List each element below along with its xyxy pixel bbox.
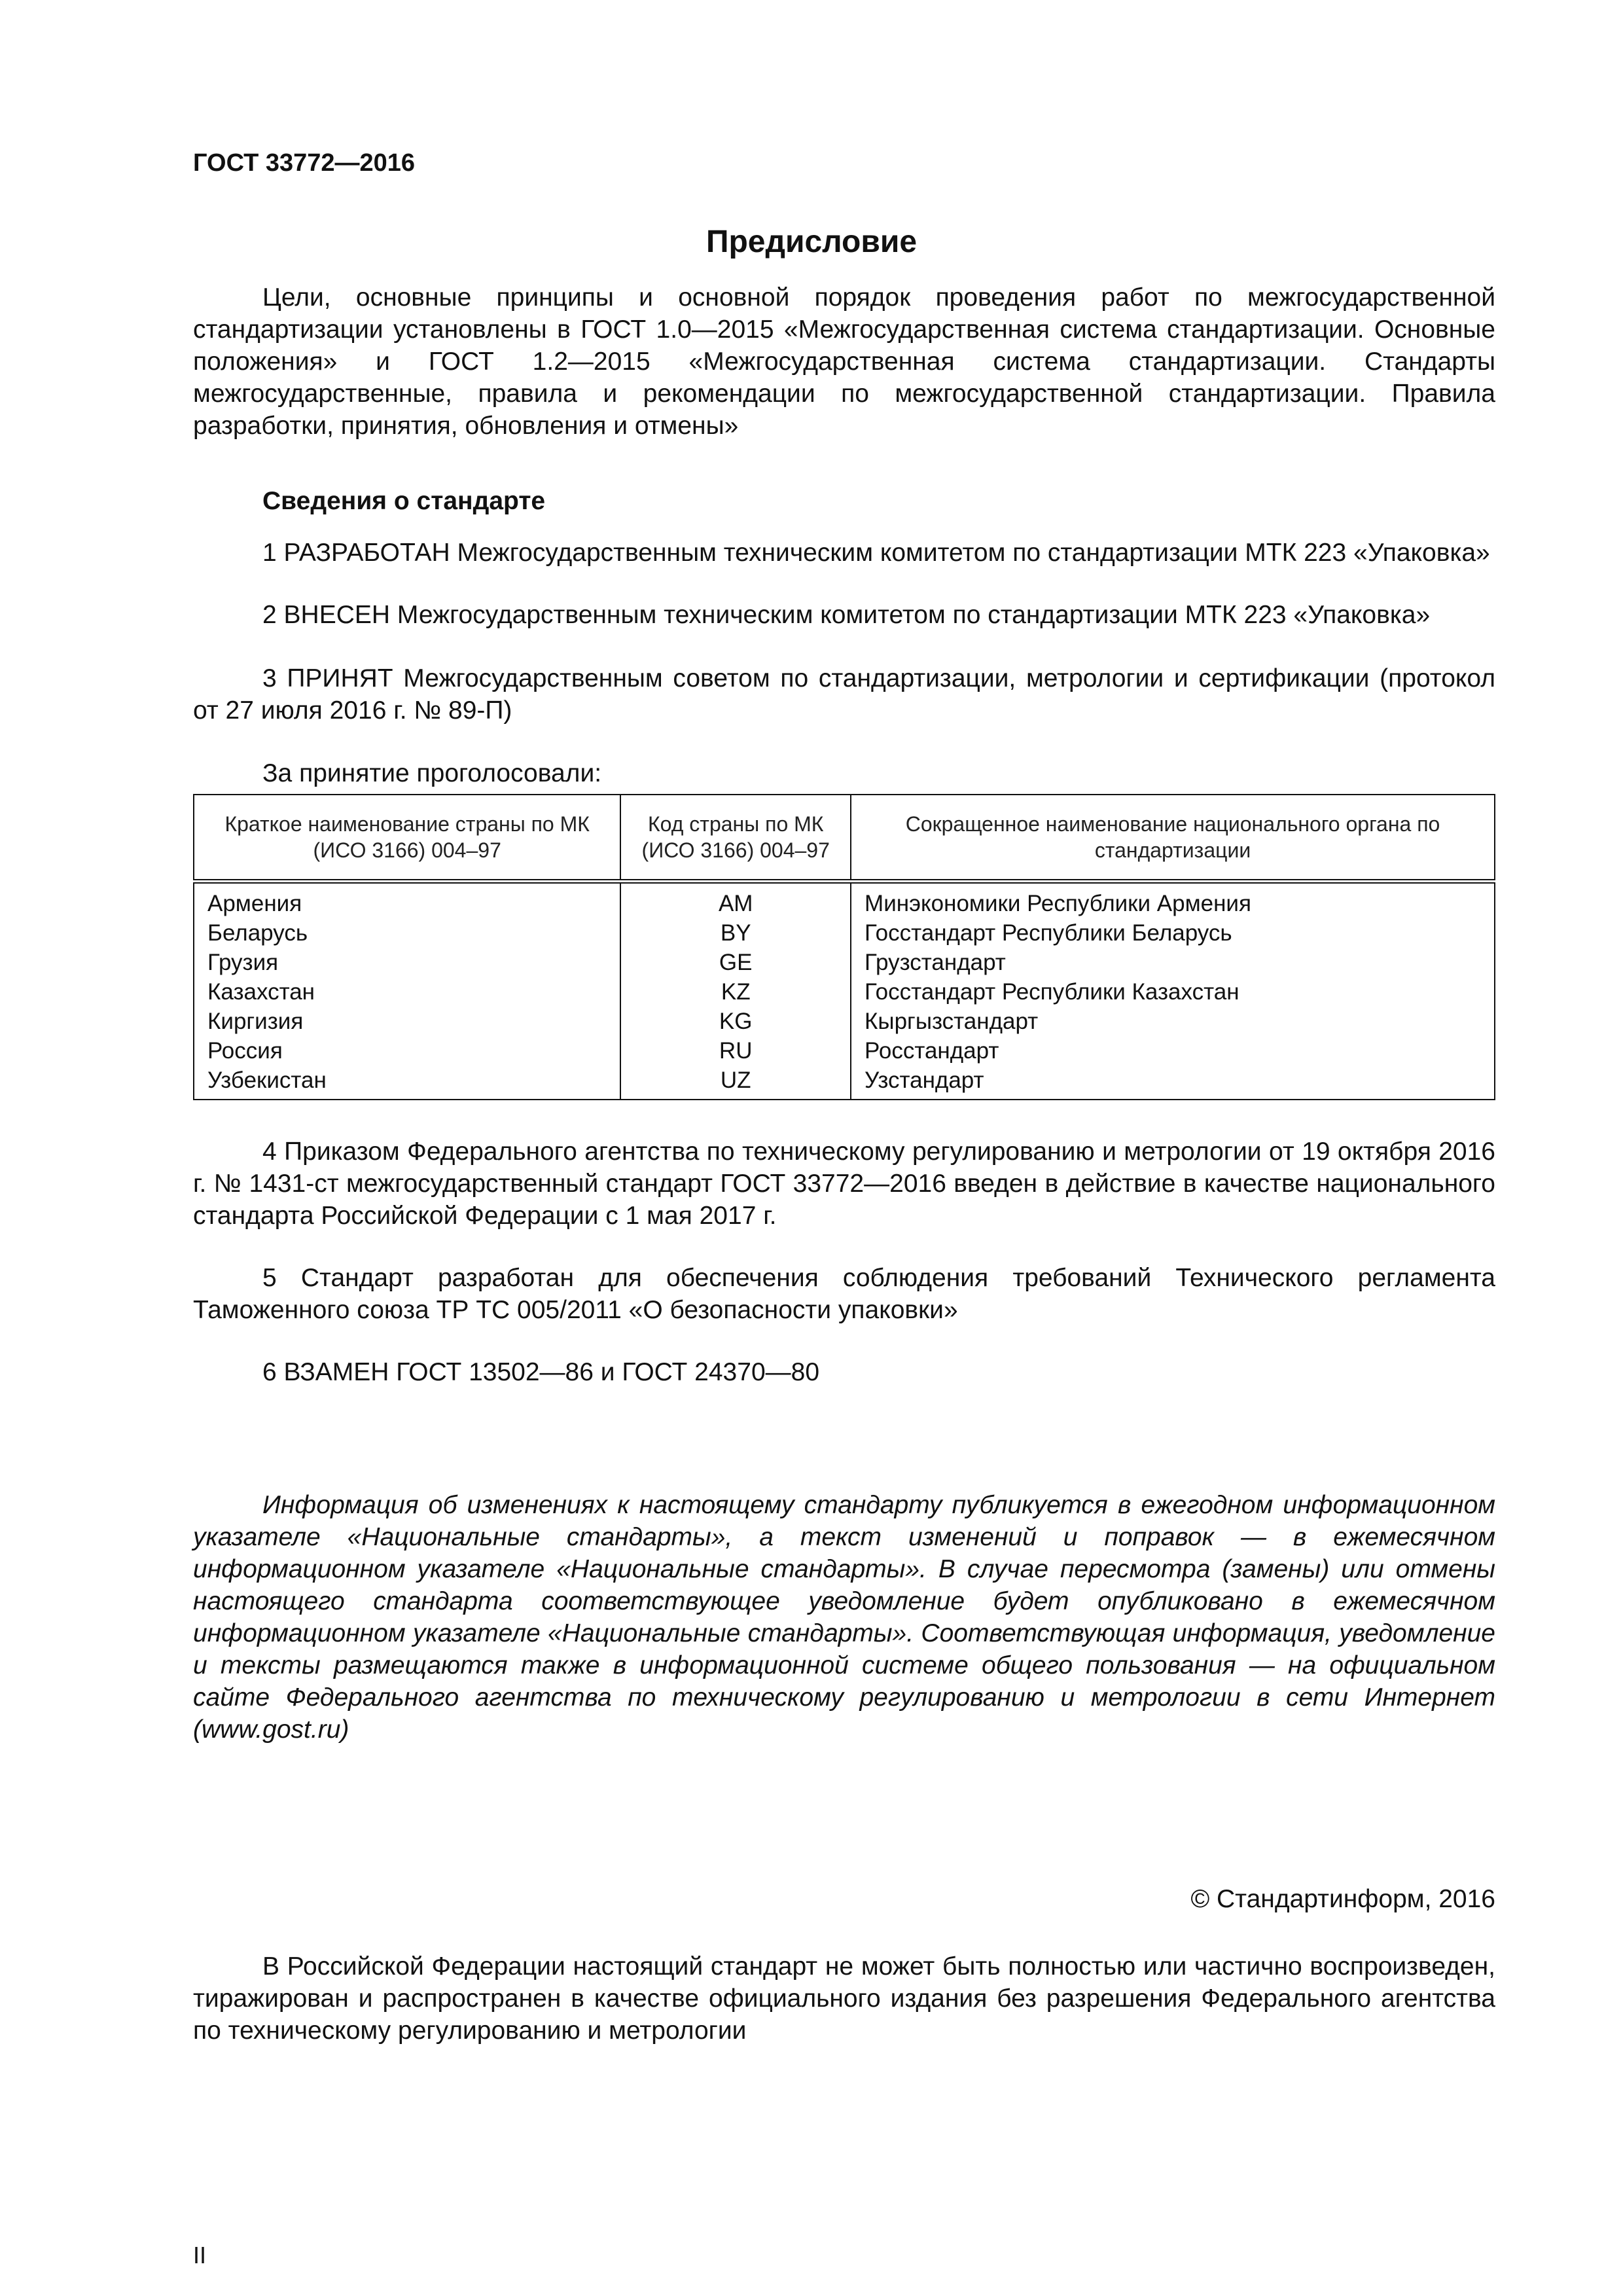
country-name: Беларусь xyxy=(207,920,308,946)
item-4: 4 Приказом Федерального агентства по техническому регулированию и метрологии от 19 октября 2016 г. № 1431-ст межгосударственный стандарт ГОСТ 33772—2016 введен в действие в качестве национального стандарта Российской Федерации с 1 мая 2017 г. xyxy=(193,1138,1495,1230)
col-header-code: Код страны по МК (ИСО 3166) 004–97 xyxy=(620,795,851,882)
page-title: Предисловие xyxy=(705,224,918,259)
authority-name: Узстандарт xyxy=(851,1066,1495,1100)
table-row xyxy=(194,977,1495,1007)
country-name: Узбекистан xyxy=(207,1067,327,1093)
col-header-country: Краткое наименование страны по МК (ИСО 3166) 004–97 xyxy=(194,795,620,882)
authority-name: Минэкономики Республики Армения xyxy=(851,882,1495,919)
country-name: Грузия xyxy=(207,950,279,975)
authority-name: Росстандарт xyxy=(851,1036,1495,1066)
document-code: ГОСТ 33772—2016 xyxy=(193,149,416,177)
country-code: BY xyxy=(620,918,851,948)
item-6: 6 ВЗАМЕН ГОСТ 13502—86 и ГОСТ 24370—80 xyxy=(262,1358,820,1386)
authority-name: Госстандарт Республики Беларусь xyxy=(851,918,1495,948)
col-header-authority: Сокращенное наименование национального органа по стандартизации xyxy=(851,795,1495,882)
country-name: Киргизия xyxy=(207,1009,304,1034)
table-header-row xyxy=(194,795,1495,882)
rights-notice: В Российской Федерации настоящий стандарт не может быть полностью или частично воспроизведен, тиражирован и распространен в качестве официального издания без разрешения Федерального агентства по техническому регулированию и метрологии xyxy=(193,1952,1495,2045)
info-notice: Информация об изменениях к настоящему стандарту публикуется в ежегодном информационном указателе «Национальные стандарты», а текст изменений и поправок — в ежемесячном информационном указателе «Национальные стандарты». В случае пересмотра (замены) или отмены настоящего стандарта соответствующее уведомление будет опубликовано в ежемесячном информационном указателе «Национальные стандарты». Соответствующая информация, уведомление и тексты размещаются также в информационной системе общего пользования — на официальном сайте Федерального агентства по техническому регулированию и метрологии в сети Интернет (www.gost.ru) xyxy=(193,1491,1495,1744)
section-heading: Сведения о стандарте xyxy=(262,487,546,515)
item-3: 3 ПРИНЯТ Межгосударственным советом по стандартизации, метрологии и сертификации (протокол от 27 июля 2016 г. № 89-П) xyxy=(193,664,1495,725)
table-row xyxy=(194,1036,1495,1066)
intro-paragraph: Цели, основные принципы и основной порядок проведения работ по межгосударственной стандартизации установлены в ГОСТ 1.0—2015 «Межгосударственная система стандартизации. Основные положения» и ГОСТ 1.2—2015 «Межгосударственная система стандартизации. Стандарты межгосударственные, правила и рекомендации по межгосударственной стандартизации. Правила разработки, принятия, обновления и отмены» xyxy=(193,283,1495,440)
member-states-table xyxy=(193,794,1495,1100)
country-name: Казахстан xyxy=(207,979,315,1005)
authority-name: Грузстандарт xyxy=(851,948,1495,977)
country-name: Армения xyxy=(207,891,302,916)
item-1: 1 РАЗРАБОТАН Межгосударственным техническим комитетом по стандартизации МТК 223 «Упаковка» xyxy=(262,539,1490,567)
item-5: 5 Стандарт разработан для обеспечения соблюдения требований Технического регламента Таможенного союза ТР ТС 005/2011 «О безопасности упаковки» xyxy=(193,1264,1495,1324)
country-name: Россия xyxy=(207,1038,283,1064)
table-row xyxy=(194,918,1495,948)
table-row xyxy=(194,948,1495,977)
page-number: II xyxy=(193,2242,207,2269)
country-code: KG xyxy=(620,1007,851,1036)
authority-name: Госстандарт Республики Казахстан xyxy=(851,977,1495,1007)
item-2: 2 ВНЕСЕН Межгосударственным техническим комитетом по стандартизации МТК 223 «Упаковка» xyxy=(262,601,1431,629)
country-code: KZ xyxy=(620,977,851,1007)
table-row xyxy=(194,1066,1495,1100)
country-code: RU xyxy=(620,1036,851,1066)
table-row xyxy=(194,882,1495,919)
country-code: UZ xyxy=(620,1066,851,1100)
country-code: GE xyxy=(620,948,851,977)
table-row xyxy=(194,1007,1495,1036)
authority-name: Кыргызстандарт xyxy=(851,1007,1495,1036)
country-code: AM xyxy=(620,882,851,919)
vote-label: За принятие проголосовали: xyxy=(262,759,602,787)
copyright: © Стандартинформ, 2016 xyxy=(1190,1885,1495,1913)
